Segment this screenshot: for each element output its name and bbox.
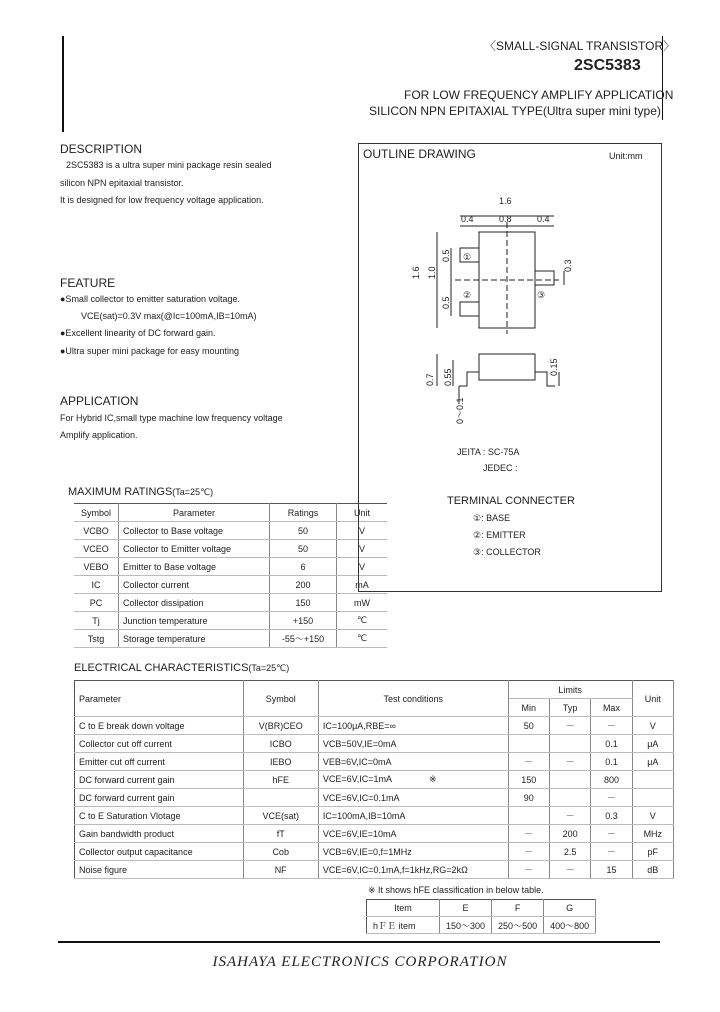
- table-cell: DC forward current gain: [75, 789, 244, 807]
- outline-drawing-box: [358, 143, 662, 592]
- table-cell: VCE=6V,IC=0.1mA: [318, 789, 508, 807]
- type-line: SILICON NPN EPITAXIAL TYPE(Ultra super mini type): [369, 104, 661, 118]
- table-row: [75, 753, 674, 771]
- col-symbol: Symbol: [74, 504, 119, 522]
- table-cell: pF: [632, 843, 673, 861]
- description-line: It is designed for low frequency voltage application.: [60, 195, 264, 205]
- table-cell: [549, 789, 590, 807]
- dim-label: 0～0.1: [455, 397, 465, 424]
- hfe-classification-table: [366, 899, 596, 934]
- table-cell: V: [337, 558, 388, 576]
- table-cell: IC: [74, 576, 119, 594]
- table-cell: 0.3: [591, 807, 632, 825]
- table-cell: Collector current: [119, 576, 270, 594]
- header-left-rule: [62, 36, 64, 132]
- table-cell: －: [591, 789, 632, 807]
- feature-title: FEATURE: [60, 276, 116, 290]
- table-cell: 50: [508, 717, 549, 735]
- outline-title: OUTLINE DRAWING: [363, 147, 476, 161]
- table-cell: 6: [270, 558, 337, 576]
- application-line: FOR LOW FREQUENCY AMPLIFY APPLICATION: [404, 88, 674, 102]
- max-ratings-table: [74, 503, 387, 648]
- table-cell: NF: [243, 861, 318, 879]
- outline-unit: Unit:mm: [609, 151, 643, 161]
- electrical-title: ELECTRICAL CHARACTERISTICS(Ta=25℃): [74, 662, 290, 674]
- table-cell: VCE(sat): [243, 807, 318, 825]
- table-row: [75, 807, 674, 825]
- table-cell: -55～+150: [270, 630, 337, 648]
- table-cell: Collector to Base voltage: [119, 522, 270, 540]
- table-row: [75, 861, 674, 879]
- table-cell: mW: [337, 594, 388, 612]
- dim-label: 0.55: [443, 368, 453, 386]
- dim-label: 0.8: [499, 214, 512, 224]
- table-cell: －: [549, 717, 590, 735]
- package-drawing: [359, 174, 659, 434]
- table-row: [75, 717, 674, 735]
- dim-label: 1.0: [427, 266, 437, 279]
- pin-label: ②: [463, 290, 472, 300]
- table-cell: －: [591, 717, 632, 735]
- table-cell: C to E Saturation Vlotage: [75, 807, 244, 825]
- table-cell: 200: [270, 576, 337, 594]
- table-cell: hＦＥ item: [367, 917, 440, 934]
- table-cell: [549, 735, 590, 753]
- table-header-row: [74, 504, 387, 522]
- table-row: [74, 612, 387, 630]
- feature-item: VCE(sat)=0.3V max(@Ic=100mA,IB=10mA): [81, 311, 257, 321]
- table-cell: Collector output capacitance: [75, 843, 244, 861]
- category-label: 〈SMALL-SIGNAL TRANSISTOR〉: [484, 39, 676, 53]
- table-cell: Typ: [549, 699, 590, 717]
- package-body-side: [479, 354, 535, 380]
- dim-label: 0.5: [441, 249, 451, 262]
- description-title: DESCRIPTION: [60, 142, 143, 156]
- table-cell: PC: [74, 594, 119, 612]
- table-cell: Unit: [632, 681, 673, 717]
- table-cell: Test conditions: [318, 681, 508, 717]
- table-cell: Item: [367, 900, 440, 917]
- table-cell: VCB=50V,IE=0mA: [318, 735, 508, 753]
- dim-label: 0.3: [563, 259, 573, 272]
- table-cell: V: [632, 807, 673, 825]
- table-cell: Collector to Emitter voltage: [119, 540, 270, 558]
- terminal-item: ②: EMITTER: [473, 530, 526, 540]
- table-cell: [508, 807, 549, 825]
- table-row: [74, 594, 387, 612]
- table-cell: Junction temperature: [119, 612, 270, 630]
- dim-label: 0.15: [549, 358, 559, 376]
- dim-label: 0.5: [441, 296, 451, 309]
- table-cell: dB: [632, 861, 673, 879]
- table-cell: DC forward current gain: [75, 771, 244, 789]
- table-cell: 400～800: [544, 917, 596, 934]
- table-cell: 800: [591, 771, 632, 789]
- table-cell: IC=100μA,RBE=∞: [318, 717, 508, 735]
- table-cell: +150: [270, 612, 337, 630]
- table-cell: －: [549, 807, 590, 825]
- table-cell: [632, 789, 673, 807]
- table-cell: 200: [549, 825, 590, 843]
- table-cell: Emitter cut off current: [75, 753, 244, 771]
- table-cell: Gain bandwidth product: [75, 825, 244, 843]
- application-line: For Hybrid IC,small type machine low frequency voltage: [60, 413, 283, 423]
- table-cell: IC=100mA,IB=10mA: [318, 807, 508, 825]
- table-header-row: [367, 900, 596, 917]
- feature-item: ●Small collector to emitter saturation voltage.: [60, 294, 241, 304]
- table-row: [75, 843, 674, 861]
- col-ratings: Ratings: [270, 504, 337, 522]
- footer-company: ISAHAYA ELECTRONICS CORPORATION: [212, 954, 508, 970]
- table-cell: －: [591, 843, 632, 861]
- pin-label: ①: [463, 252, 472, 262]
- table-row: [367, 917, 596, 934]
- table-cell: Min: [508, 699, 549, 717]
- table-cell: V: [337, 522, 388, 540]
- table-cell: ℃: [337, 612, 388, 630]
- table-cell: Limits: [508, 681, 632, 699]
- table-cell: VCB=6V,IE=0,f=1MHz: [318, 843, 508, 861]
- table-cell: ℃: [337, 630, 388, 648]
- table-cell: VCE=6V,IE=10mA: [318, 825, 508, 843]
- dim-label: 1.6: [499, 196, 512, 206]
- table-row: [75, 789, 674, 807]
- table-cell: VCBO: [74, 522, 119, 540]
- table-cell: VCE=6V,IC=0.1mA,f=1kHz,RG=2kΩ: [318, 861, 508, 879]
- lead-3: [535, 271, 554, 285]
- table-cell: 90: [508, 789, 549, 807]
- terminal-item: ①: BASE: [473, 513, 511, 523]
- max-ratings-title: MAXIMUM RATINGS(Ta=25℃): [68, 486, 214, 498]
- table-cell: Collector dissipation: [119, 594, 270, 612]
- table-row: [74, 630, 387, 648]
- jeita-label: JEITA : SC-75A: [457, 447, 520, 457]
- table-cell: V(BR)CEO: [243, 717, 318, 735]
- table-cell: [632, 771, 673, 789]
- table-cell: －: [508, 861, 549, 879]
- table-cell: 150: [270, 594, 337, 612]
- table-cell: Symbol: [243, 681, 318, 717]
- table-cell: VCEO: [74, 540, 119, 558]
- table-cell: Storage temperature: [119, 630, 270, 648]
- dim-label: 0.4: [461, 214, 474, 224]
- application-title: APPLICATION: [60, 394, 139, 408]
- col-parameter: Parameter: [119, 504, 270, 522]
- table-cell: 15: [591, 861, 632, 879]
- table-row: [75, 735, 674, 753]
- table-row: [74, 558, 387, 576]
- terminal-item: ③: COLLECTOR: [473, 547, 541, 557]
- table-cell: Tj: [74, 612, 119, 630]
- table-cell: 2.5: [549, 843, 590, 861]
- table-cell: Max: [591, 699, 632, 717]
- table-row: [74, 522, 387, 540]
- dim-label: 1.6: [411, 266, 421, 279]
- table-cell: Collector cut off current: [75, 735, 244, 753]
- dim-label: 0.4: [537, 214, 550, 224]
- table-cell: E: [440, 900, 492, 917]
- table-cell: －: [508, 753, 549, 771]
- table-cell: fT: [243, 825, 318, 843]
- table-cell: 150～300: [440, 917, 492, 934]
- table-cell: MHz: [632, 825, 673, 843]
- table-cell: μA: [632, 753, 673, 771]
- jedec-label: JEDEC :: [483, 463, 518, 473]
- table-cell: 250～500: [492, 917, 544, 934]
- table-cell: V: [337, 540, 388, 558]
- table-row: [75, 771, 674, 789]
- table-cell: Cob: [243, 843, 318, 861]
- application-line: Amplify application.: [60, 430, 138, 440]
- feature-item: ●Excellent linearity of DC forward gain.: [60, 328, 216, 338]
- table-cell: VCE=6V,IC=1mA ※: [318, 771, 508, 789]
- table-cell: －: [591, 825, 632, 843]
- lead-2: [460, 302, 479, 316]
- table-cell: 50: [270, 522, 337, 540]
- table-cell: 150: [508, 771, 549, 789]
- hfe-note: ※ It shows hFE classification in below table.: [368, 885, 544, 895]
- part-number: 2SC5383: [574, 57, 641, 74]
- table-cell: Tstg: [74, 630, 119, 648]
- table-cell: －: [549, 753, 590, 771]
- table-cell: －: [508, 825, 549, 843]
- table-row: [74, 540, 387, 558]
- terminal-title: TERMINAL CONNECTER: [447, 495, 575, 507]
- col-unit: Unit: [337, 504, 388, 522]
- table-cell: [508, 735, 549, 753]
- description-line: 2SC5383 is a ultra super mini package resin sealed: [66, 160, 272, 170]
- pin-label: ③: [537, 290, 546, 300]
- electrical-table: [74, 680, 674, 879]
- table-cell: VEBO: [74, 558, 119, 576]
- table-cell: hFE: [243, 771, 318, 789]
- feature-item: ●Ultra super mini package for easy mounting: [60, 346, 240, 356]
- table-cell: G: [544, 900, 596, 917]
- table-cell: [243, 789, 318, 807]
- table-cell: Noise figure: [75, 861, 244, 879]
- dim-label: 0.7: [425, 373, 435, 386]
- table-header-row: [75, 681, 674, 699]
- table-cell: IEBO: [243, 753, 318, 771]
- table-cell: ICBO: [243, 735, 318, 753]
- table-row: [74, 576, 387, 594]
- table-cell: 0.1: [591, 735, 632, 753]
- table-cell: 0.1: [591, 753, 632, 771]
- description-line: silicon NPN epitaxial transistor.: [60, 178, 184, 188]
- footer-rule: [58, 941, 660, 943]
- table-cell: 50: [270, 540, 337, 558]
- table-cell: mA: [337, 576, 388, 594]
- table-cell: －: [508, 843, 549, 861]
- table-cell: Emitter to Base voltage: [119, 558, 270, 576]
- table-cell: C to E break down voltage: [75, 717, 244, 735]
- table-cell: F: [492, 900, 544, 917]
- table-cell: －: [549, 861, 590, 879]
- table-cell: [549, 771, 590, 789]
- table-cell: VEB=6V,IC=0mA: [318, 753, 508, 771]
- table-cell: V: [632, 717, 673, 735]
- table-cell: Parameter: [75, 681, 244, 717]
- table-cell: μA: [632, 735, 673, 753]
- table-row: [75, 825, 674, 843]
